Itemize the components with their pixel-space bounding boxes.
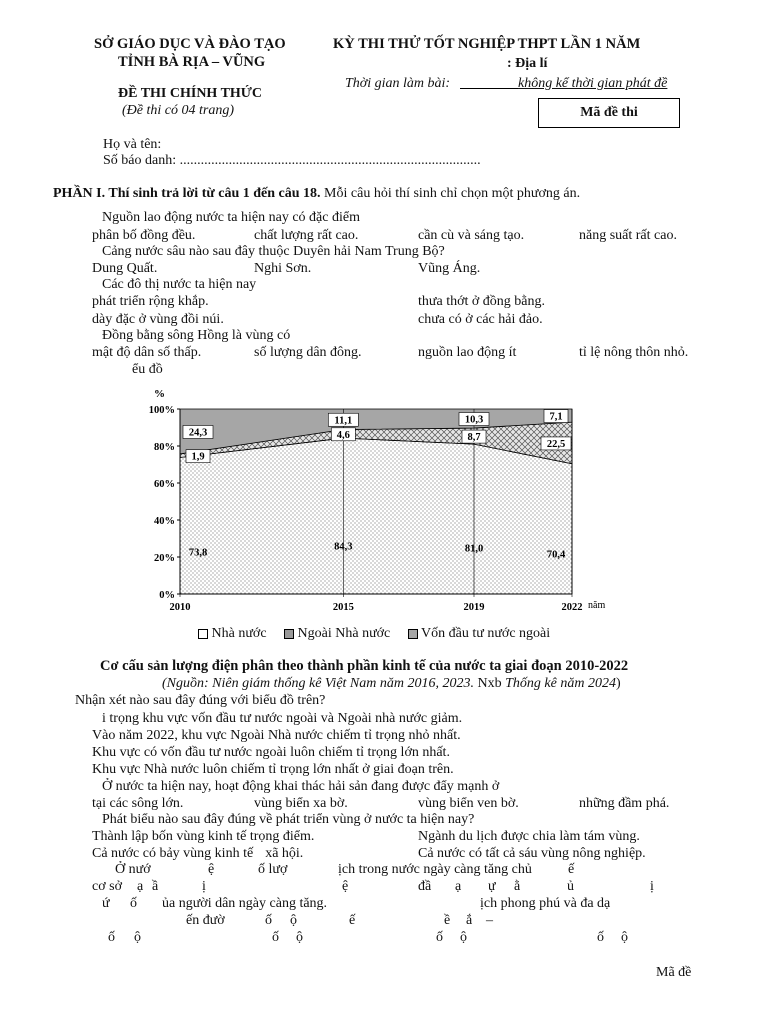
data-label: 70,4 [546,549,566,561]
q2-option-b[interactable]: Nghi Sơn. [254,261,312,276]
candidate-id-label: Số báo danh: ...................................................................................... [103,153,481,168]
q6-option-a[interactable]: tại các sông lớn. [92,796,184,811]
q8-line5-g: ố [597,930,604,945]
q8-line5-c: ố [272,930,279,945]
x-axis-label: năm [588,600,606,611]
legend-nonstate: Ngoài Nhà nước [297,626,391,641]
q7-option-d[interactable]: Cả nước có tất cả sáu vùng nông nghiệp. [418,846,646,861]
q6-option-c[interactable]: vùng biển ven bờ. [418,796,519,811]
q3-option-d[interactable]: chưa có ở các hải đảo. [418,312,543,327]
data-label: 11,1 [334,415,353,427]
q8-line1-e: ế [568,862,575,877]
q1-option-d[interactable]: năng suất rất cao. [579,228,677,243]
x-tick-label: 2010 [169,602,191,613]
q7-option-c-part1: Cả nước có bảy vùng kinh tế [92,846,254,861]
x-tick-label: 2015 [332,602,354,613]
q8-line2-j: ủ [567,879,574,894]
q7-option-c-part2: xã hội. [265,846,304,861]
q4-option-b[interactable]: số lượng dân đông. [254,345,362,360]
q8-line1-c: ố lượ [258,862,288,877]
subject: : Địa lí [507,56,548,71]
y-tick-label: 20% [154,553,175,564]
q5-option-c[interactable]: Khu vực có vốn đầu tư nước ngoài luôn chiếm tỉ trọng lớn nhất. [92,745,450,760]
part1-instruction: Mỗi câu hỏi thí sinh chỉ chọn một phương án. [320,186,581,201]
q8-line3-a: ứ [102,896,110,911]
x-tick-label: 2019 [463,602,485,613]
q7-option-a[interactable]: Thành lập bốn vùng kinh tế trọng điểm. [92,829,315,844]
q2-option-a[interactable]: Dung Quất. [92,261,158,276]
q2-option-c[interactable]: Vũng Áng. [418,261,481,276]
q6-option-b[interactable]: vùng biển xa bờ. [254,796,348,811]
legend-swatch-state [198,629,208,639]
q8-line2-i: ằ [514,879,521,894]
legend-state: Nhà nước [211,626,267,641]
q8-line5-d: ộ [296,930,303,945]
q8-line4-f: ắ [466,913,473,928]
q5-option-d[interactable]: Khu vực Nhà nước luôn chiếm tỉ trọng lớn nhất ở giai đoạn trên. [92,762,454,777]
area-state [180,438,572,594]
q5-option-b[interactable]: Vào năm 2022, khu vực Ngoài Nhà nước chiếm tỉ trọng nhỏ nhất. [92,728,461,743]
q8-line2-e: ệ [342,879,349,894]
data-label: 7,1 [549,411,563,423]
legend-swatch-fdi [408,629,418,639]
q8-line4-a: ến đườ [186,913,225,928]
q8-line5-a: ố [108,930,115,945]
q4-option-a[interactable]: mật độ dân số thấp. [92,345,202,360]
province-name: TỈNH BÀ RỊA – VŨNG [118,54,266,70]
y-axis-label: % [154,388,165,400]
q8-line2-h: ự [488,879,496,894]
chart-source-c: Thống kê năm 2024 [505,676,616,691]
q3-option-c[interactable]: dày đặc ở vùng đồi núi. [92,312,224,327]
chart-title: Cơ cấu sản lượng điện phân theo thành phần kinh tế của nước ta giai đoạn 2010-2022 [100,658,629,674]
q8-line2-b: ạ [137,879,144,894]
y-tick-label: 0% [159,590,175,601]
q8-line2-f: đầ [418,879,432,894]
q8-line2-k: ị [650,879,654,894]
data-label: 81,0 [464,543,484,555]
y-tick-label: 100% [148,405,175,416]
q1-stem: Nguồn lao động nước ta hiện nay có đặc điểm [102,210,360,225]
exam-code-label: Mã đề thi [580,105,638,120]
q4-stem: Đồng bằng sông Hồng là vùng có [102,328,291,343]
q4-option-d[interactable]: tỉ lệ nông thôn nhỏ. [579,345,689,360]
legend-fdi: Vốn đầu tư nước ngoài [421,626,551,641]
q4-option-c[interactable]: nguồn lao động ít [418,345,517,360]
q8-line4-b: ố [265,913,272,928]
data-label: 4,6 [336,429,350,441]
q1-option-a[interactable]: phân bố đồng đều. [92,228,196,243]
name-label: Họ và tên: [103,137,162,152]
q8-line3-d: ịch phong phú và đa dạ [480,896,611,911]
q8-line5-f: ộ [460,930,467,945]
legend [198,626,550,642]
q8-line2-c: ầ [152,879,159,894]
q8-line4-e: ề [444,913,451,928]
q5-option-a[interactable]: i trọng khu vực vốn đầu tư nước ngoài và Ngoài nhà nước giảm. [102,711,463,726]
q3-option-a[interactable]: phát triển rộng khắp. [92,294,209,309]
y-tick-label: 80% [154,442,175,453]
data-label: 1,9 [191,451,205,463]
data-label: 73,8 [188,547,208,559]
q5-intro-fragment: ểu đồ [132,362,163,377]
part1-title: PHẦN I. Thí sinh trả lời từ câu 1 đến câu 18. [53,186,321,201]
q8-line3-c: ủa người dân ngày càng tăng. [162,896,328,911]
q6-stem: Ở nước ta hiện nay, hoạt động khai thác hải sản đang được đẩy mạnh ở [102,779,500,794]
exam-title: KỲ THI THỬ TỐT NGHIỆP THPT LẦN 1 NĂM [333,36,641,52]
chart-source-b: Nxb [474,676,506,691]
q8-line4-c: ộ [290,913,297,928]
department-name: SỞ GIÁO DỤC VÀ ĐÀO TẠO [94,36,286,52]
q8-line5-b: ộ [134,930,141,945]
q3-stem: Các đô thị nước ta hiện nay [102,277,257,292]
time-label: Thời gian làm bài: [345,76,451,91]
q8-line2-g: ạ [455,879,462,894]
q2-stem: Cảng nước sâu nào sau đây thuộc Duyên hải Nam Trung Bộ? [102,244,445,259]
q7-option-b[interactable]: Ngành du lịch được chia làm tám vùng. [418,829,640,844]
chart-source [162,676,621,692]
chart-source-a: (Nguồn: Niên giám thống kê Việt Nam năm 2016, 2023. [162,676,474,691]
q8-line1-a: Ở nướ [115,862,151,877]
data-label: 84,3 [334,541,353,553]
q8-line2-d: ị [202,879,206,894]
q3-option-b[interactable]: thưa thớt ở đồng bằng. [418,294,545,309]
q7-stem: Phát biểu nào sau đây đúng về phát triển vùng ở nước ta hiện nay? [102,812,475,827]
q8-line4-d: ế [349,913,356,928]
q7-option-c[interactable] [92,846,303,862]
footer-exam-code: Mã đề [656,965,692,980]
legend-swatch-nonstate [284,629,294,639]
x-tick-label: 2022 [561,602,583,613]
data-label: 24,3 [188,427,208,439]
q8-line1-d: ịch trong nước ngày càng tăng chủ [338,862,532,877]
q1-option-c[interactable]: cần cù và sáng tạo. [418,228,525,243]
q8-line4-g: – [486,913,493,928]
time-note: không kể thời gian phát đề [518,76,668,91]
q8-line1-b: ệ [208,862,215,877]
y-tick-label: 60% [154,479,175,490]
q1-option-b[interactable]: chất lượng rất cao. [254,228,359,243]
q8-line5-h: ộ [621,930,628,945]
q8-line5-e: ố [436,930,443,945]
q6-option-d[interactable]: những đầm phá. [579,796,670,811]
data-label: 10,3 [464,414,484,426]
page-count: (Đề thi có 04 trang) [122,103,234,118]
q8-line3-b: ố [130,896,137,911]
q8-line2-a: cơ sở [92,879,122,894]
q5-stem: Nhận xét nào sau đây đúng với biểu đồ trên? [75,693,326,708]
data-label: 22,5 [546,438,566,450]
chart-source-d: ) [615,676,621,691]
y-tick-label: 40% [154,516,175,527]
official-label: ĐỀ THI CHÍNH THỨC [118,86,263,101]
data-label: 8,7 [467,432,481,444]
